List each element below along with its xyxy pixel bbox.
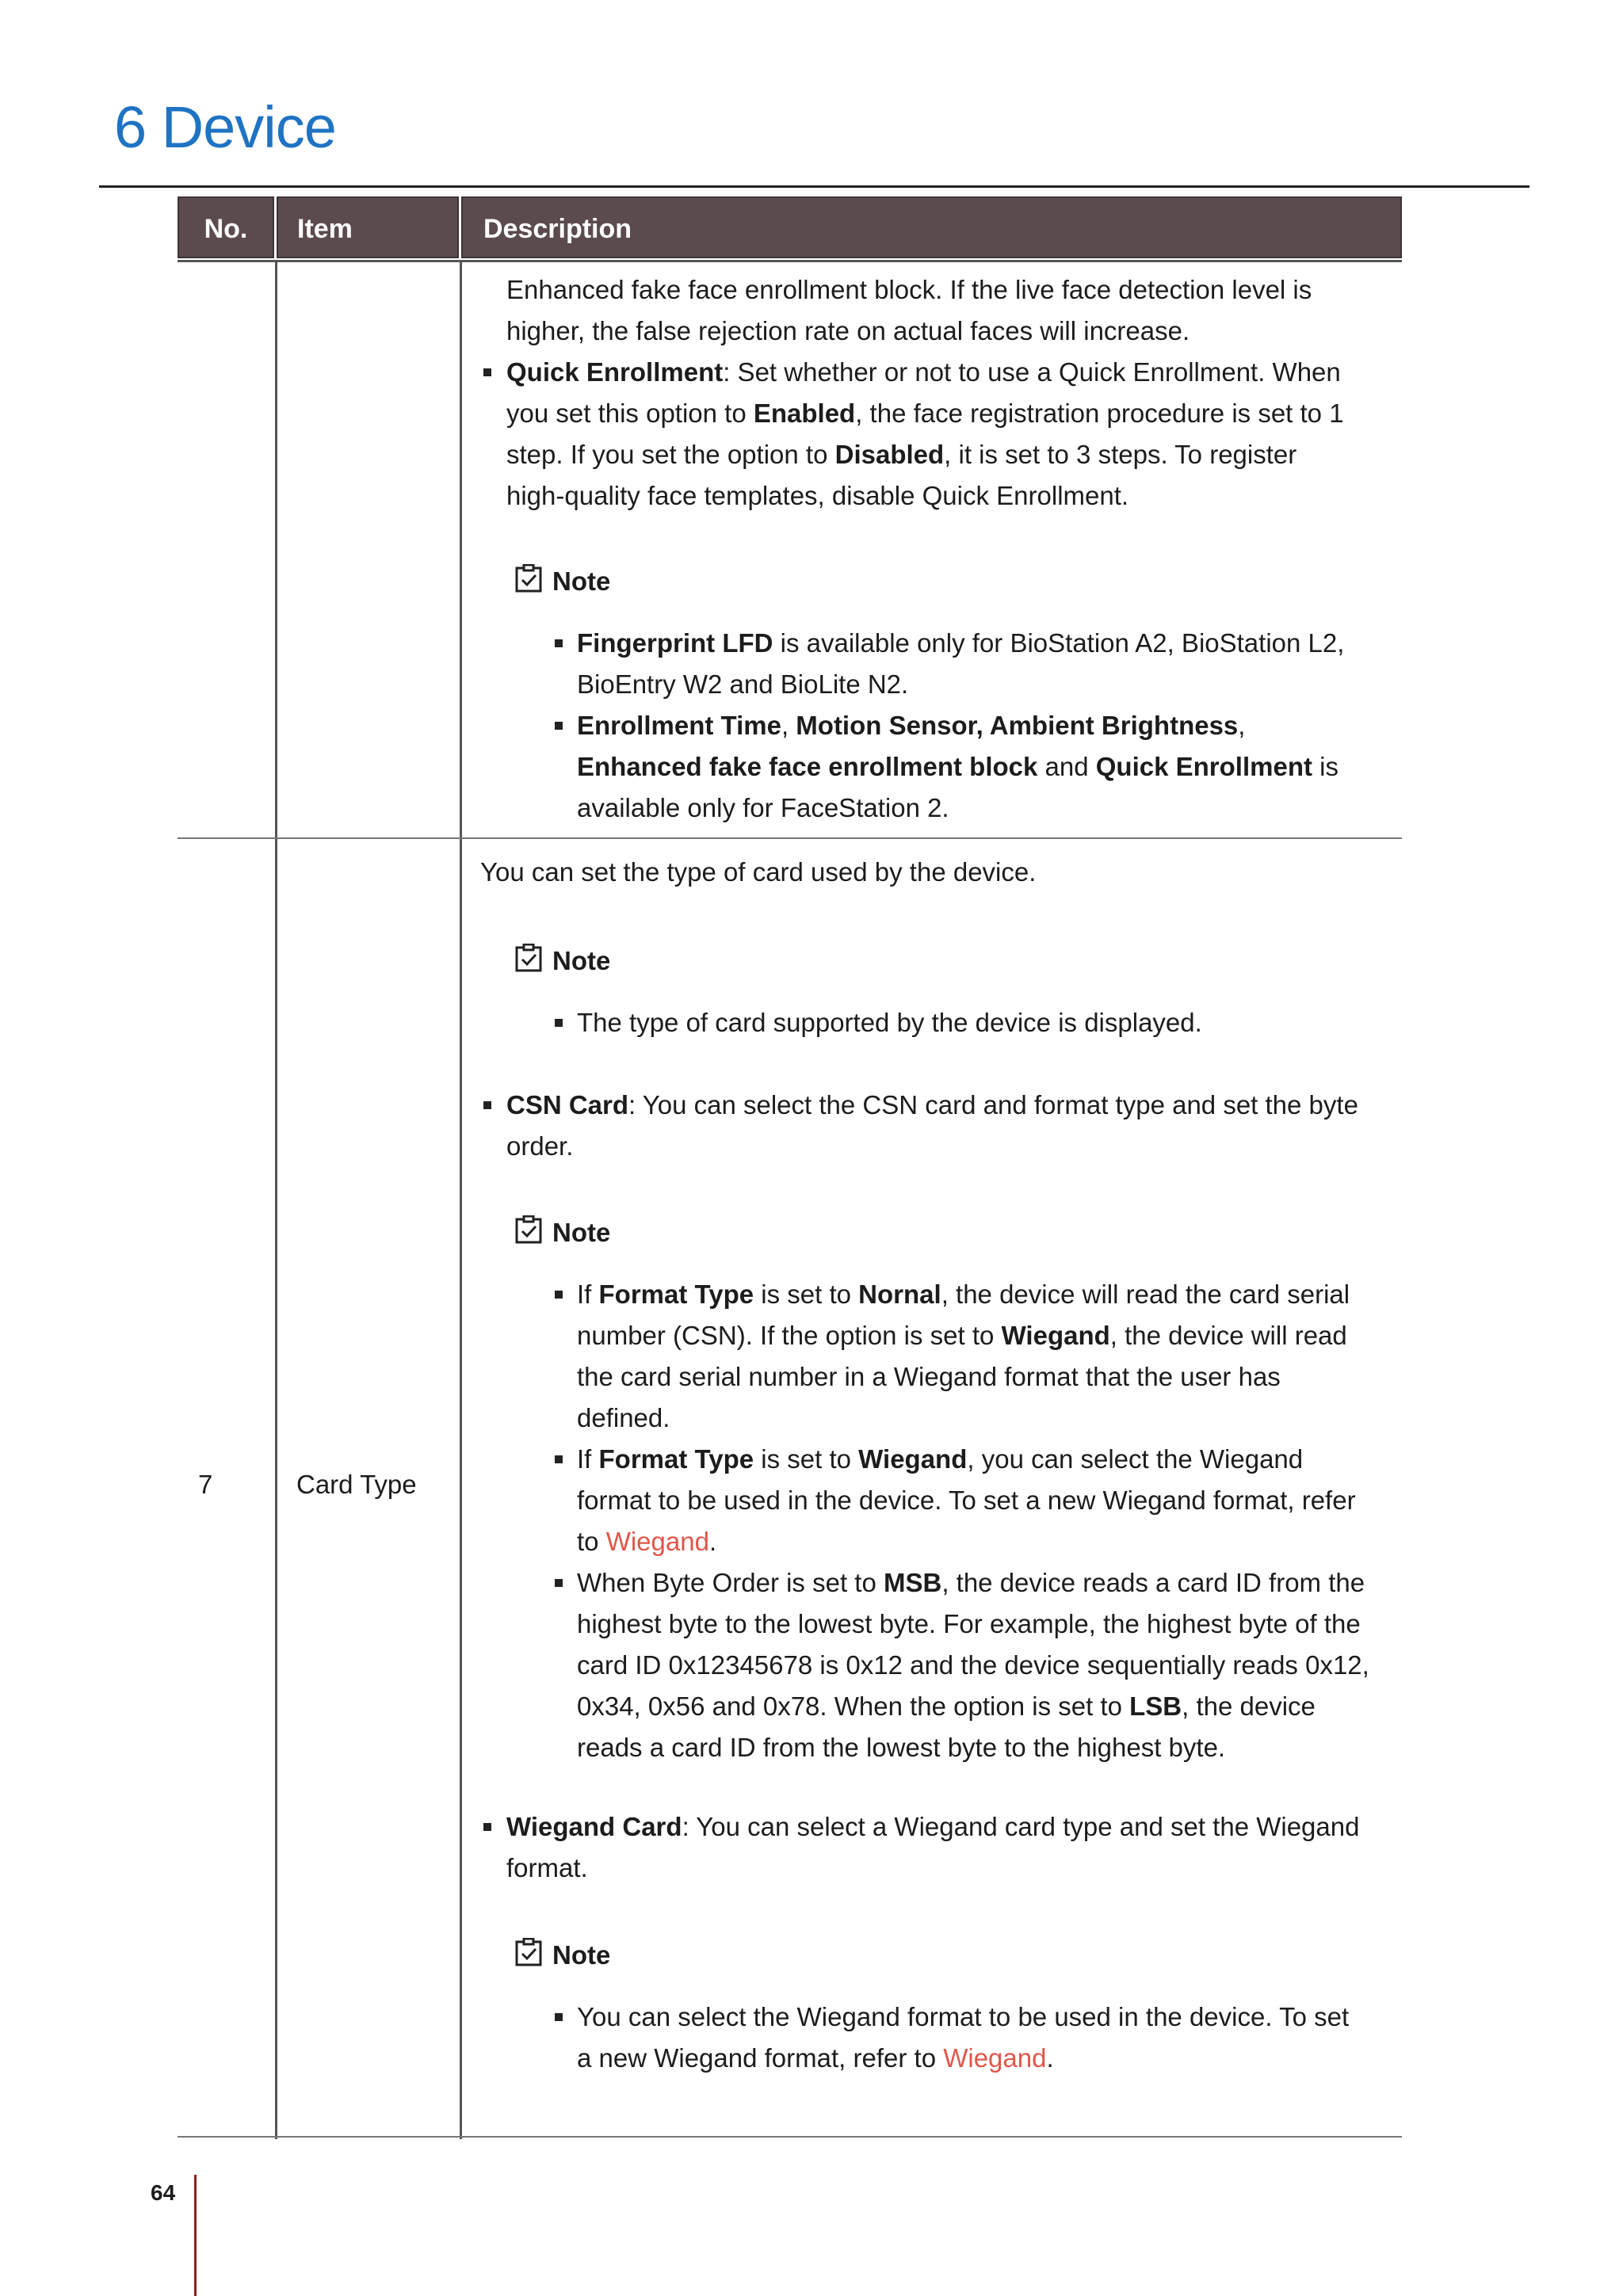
row-divider	[178, 837, 1402, 839]
text: ,	[781, 711, 796, 740]
note-bullet-line: The type of card supported by the device is displayed.	[577, 1008, 1202, 1037]
quick-enrollment-line3	[506, 434, 1296, 475]
bullet-marker	[555, 1579, 563, 1587]
term: Wiegand	[858, 1444, 968, 1474]
note-bullet-line	[577, 623, 1344, 664]
table-header	[178, 196, 1402, 260]
clipboard-check-icon	[515, 564, 542, 593]
term: Fingerprint LFD	[577, 628, 773, 658]
bullet-marker	[555, 2013, 563, 2021]
text: If	[577, 1280, 599, 1309]
note-bullet-line	[577, 746, 1338, 788]
note-bullet-line: highest byte to the lowest byte. For example, the highest byte of the	[577, 1609, 1361, 1638]
header-description: Description	[461, 196, 1402, 258]
note-bullet-line	[577, 705, 1245, 746]
text: , you can select the Wiegand	[967, 1444, 1304, 1474]
csn-card-line2: order.	[506, 1131, 574, 1161]
note-label: Note	[552, 946, 611, 975]
csn-card-line1	[506, 1085, 1358, 1126]
note-bullet-line: the card serial number in a Wiegand format that the user has	[577, 1362, 1281, 1391]
note-bullet-line: reads a card ID from the lowest byte to the highest byte.	[577, 1733, 1226, 1762]
bullet-marker	[555, 1291, 563, 1299]
term: Wiegand Card	[506, 1812, 682, 1841]
intro-text: You can set the type of card used by the device.	[480, 857, 1037, 887]
text-line: higher, the false rejection rate on actual faces will increase.	[506, 316, 1190, 345]
text: .	[1046, 2043, 1054, 2073]
bullet-marker	[555, 1455, 563, 1463]
bullet-marker	[555, 639, 563, 647]
table-bottom-rule	[178, 2136, 1402, 2138]
quick-enrollment-line1	[506, 352, 1341, 393]
text: .	[708, 1527, 717, 1556]
term: Format Type	[598, 1444, 754, 1474]
note-label: Note	[552, 1940, 611, 1970]
text: step. If you set the option to	[506, 440, 835, 469]
note-bullet-line	[577, 1439, 1303, 1480]
wiegand-link[interactable]: Wiegand	[943, 2043, 1047, 2073]
text: : You can select the CSN card and format type and set the byte	[628, 1090, 1358, 1119]
note-bullet-line	[577, 1686, 1316, 1727]
term: CSN Card	[506, 1090, 629, 1119]
bullet-marker	[555, 1019, 563, 1027]
text: is set to	[754, 1280, 859, 1309]
wiegand-card-line2: format.	[506, 1853, 588, 1882]
note-bullet-line	[577, 1315, 1347, 1356]
note-bullet-line: defined.	[577, 1403, 670, 1432]
note-bullet-line: You can select the Wiegand format to be used in the device. To set	[577, 2002, 1350, 2031]
wiegand-link[interactable]: Wiegand	[605, 1527, 709, 1556]
term: Quick Enrollment	[1095, 752, 1312, 781]
text: number (CSN). If the option is set to	[577, 1321, 1002, 1350]
bullet-marker	[555, 722, 563, 730]
note-label: Note	[552, 1218, 611, 1247]
note-bullet-line: available only for FaceStation 2.	[577, 793, 949, 822]
col-divider-1	[275, 261, 277, 2139]
text: If	[577, 1444, 599, 1474]
row-item: Card Type	[296, 1470, 417, 1499]
clipboard-check-icon	[515, 1215, 542, 1244]
text: , the device reads a card ID from the	[941, 1568, 1365, 1597]
note-bullet-line: BioEntry W2 and BioLite N2.	[577, 669, 909, 699]
note-bullet-line	[577, 2038, 1054, 2079]
clipboard-check-icon	[515, 944, 542, 972]
text: you set this option to	[506, 399, 754, 428]
text: and	[1037, 752, 1096, 781]
quick-enrollment-line2	[506, 393, 1344, 434]
text: , it is set to 3 steps. To register	[944, 440, 1297, 469]
term: Enabled	[753, 399, 856, 428]
quick-enrollment-line4: high-quality face templates, disable Quick Enrollment.	[506, 481, 1129, 510]
bullet-marker	[483, 1101, 491, 1109]
term: Format Type	[598, 1280, 754, 1309]
note-label: Note	[552, 566, 611, 596]
page-number: 64	[151, 2180, 176, 2205]
text: : You can select a Wiegand card type and set the Wiegand	[682, 1812, 1360, 1841]
text: to	[577, 1527, 606, 1556]
text-line: Enhanced fake face enrollment block. If the live face detection level is	[506, 275, 1312, 304]
text: a new Wiegand format, refer to	[577, 2043, 944, 2073]
term: MSB	[883, 1568, 942, 1597]
footer-divider	[194, 2175, 197, 2296]
text: When Byte Order is set to	[577, 1568, 884, 1597]
note-bullet-line	[577, 1562, 1365, 1604]
term: Enhanced fake face enrollment block	[577, 752, 1038, 781]
term: LSB	[1129, 1691, 1182, 1721]
chapter-divider	[99, 185, 1529, 188]
text: is available only for BioStation A2, BioStation L2,	[773, 628, 1345, 658]
header-item: Item	[277, 196, 459, 258]
header-bottom-rule	[178, 260, 1402, 262]
chapter-title: 6 Device	[114, 94, 336, 160]
term: Nornal	[858, 1280, 941, 1309]
text: , the device will read	[1109, 1321, 1347, 1350]
note-bullet-line	[577, 1521, 716, 1562]
term: Wiegand	[1001, 1321, 1110, 1350]
text: is	[1312, 752, 1338, 781]
clipboard-check-icon	[515, 1938, 542, 1966]
header-no: No.	[178, 196, 274, 258]
term: Motion Sensor, Ambient Brightness	[796, 711, 1239, 740]
note-bullet-line: card ID 0x12345678 is 0x12 and the device sequentially reads 0x12,	[577, 1650, 1369, 1680]
note-bullet-line: format to be used in the device. To set a new Wiegand format, refer	[577, 1486, 1356, 1515]
term: Enrollment Time	[577, 711, 781, 740]
term: Quick Enrollment	[506, 357, 724, 387]
text: , the device will read the card serial	[941, 1280, 1350, 1309]
bullet-marker	[483, 368, 491, 376]
text: ,	[1238, 711, 1246, 740]
term: Disabled	[834, 440, 945, 469]
note-bullet-line	[577, 1274, 1350, 1315]
text: is set to	[754, 1444, 859, 1474]
wiegand-card-line1	[506, 1806, 1359, 1848]
text: : Set whether or not to use a Quick Enrollment. When	[723, 357, 1341, 387]
text: , the device	[1182, 1691, 1316, 1721]
text: 0x34, 0x56 and 0x78. When the option is set to	[577, 1691, 1130, 1721]
col-divider-2	[460, 261, 462, 2139]
row-number: 7	[198, 1470, 213, 1499]
text: , the face registration procedure is set to 1	[855, 399, 1344, 428]
bullet-marker	[483, 1823, 491, 1831]
